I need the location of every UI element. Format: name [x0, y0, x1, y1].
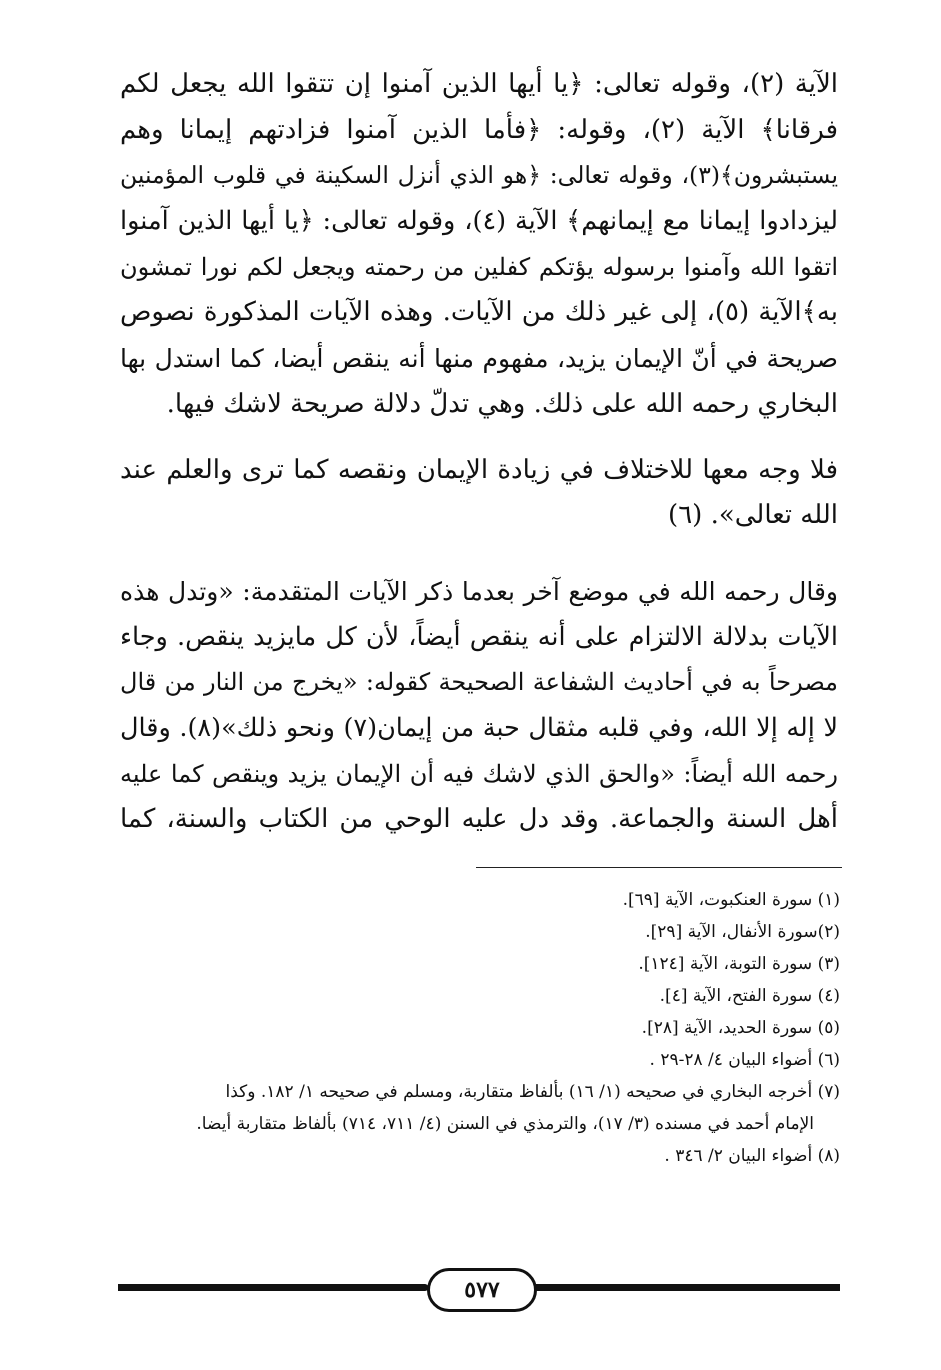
text-line: مصرحاً به في أحاديث الشفاعة الصحيحة كقوله: «يخرج من النار من قال	[120, 668, 838, 697]
text-line: صريحة في أنّ الإيمان يزيد، مفهوم منها أنه ينقص أيضا، كما استدل بها	[120, 344, 838, 374]
paragraph-3	[120, 569, 838, 843]
text-line: به﴾الآية (٥)، إلى غير ذلك من الآيات. وهذه الآيات المذكورة نصوص	[120, 297, 838, 328]
text-line: أهل السنة والجماعة. وقد دل عليه الوحي من الكتاب والسنة، كما	[120, 804, 838, 835]
footnote-2: (٢)سورة الأنفال، الآية [٢٩].	[645, 922, 840, 942]
text-line: البخاري رحمه الله على ذلك. وهي تدلّ دلالة صريحة لاشك فيها.	[166, 388, 838, 419]
paragraph-gap	[120, 428, 838, 448]
footnote-7-continued: الإمام أحمد في مسنده (٣/ ١٧)، والترمذي في السنن (٤/ ٧١١، ٧١٤) بألفاظ متقاربة أيضا.	[196, 1114, 814, 1134]
footnote-5: (٥) سورة الحديد، الآية [٢٨].	[641, 1018, 840, 1038]
footnote-8: (٨) أضواء البيان ٢/ ٣٤٦ .	[664, 1146, 840, 1166]
page-number: ٥٧٧	[427, 1268, 537, 1312]
footnote-1: (١) سورة العنكبوت، الآية [٦٩].	[622, 890, 840, 910]
footer-rule-right	[530, 1284, 840, 1291]
text-line: الآيات بدلالة الالتزام على أنه ينقص أيضاً، لأن كل مايزيد ينقص. وجاء	[120, 621, 838, 652]
footnote-divider	[476, 867, 842, 868]
footnote-3: (٣) سورة التوبة، الآية [١٢٤].	[638, 954, 840, 974]
text-line: وقال رحمه الله في موضع آخر بعدما ذكر الآيات المتقدمة: «وتدل هذه	[120, 576, 838, 606]
text-line: رحمه الله أيضاً: «والحق الذي لاشك فيه أن الإيمان يزيد وينقص كما عليه	[120, 759, 838, 788]
footnote-6: (٦) أضواء البيان ٤/ ٢٨-٢٩ .	[649, 1050, 840, 1070]
text-line: فلا وجه معها للاختلاف في زيادة الإيمان ونقصه كما ترى والعلم عند	[120, 454, 838, 485]
footnote-4: (٤) سورة الفتح، الآية [٤].	[659, 986, 840, 1006]
text-line: يستبشرون﴾(٣)، وقوله تعالى: ﴿هو الذي أنزل السكينة في قلوب المؤمنين	[120, 161, 838, 190]
footnotes	[118, 884, 840, 1172]
paragraph-1	[120, 62, 838, 428]
text-line: لا إله إلا الله، وفي قلبه مثقال حبة من إيمان(٧) ونحو ذلك»(٨). وقال	[120, 712, 838, 743]
paragraph-gap	[120, 539, 838, 569]
main-text	[120, 62, 838, 843]
footnote-7: (٧) أخرجه البخاري في صحيحه (١/ ١٦) بألفاظ متقاربة، ومسلم في صحيحه ١/ ١٨٢. وكذا	[225, 1082, 840, 1102]
paragraph-2	[120, 448, 838, 539]
page-footer	[118, 1260, 840, 1320]
text-line: اتقوا الله وآمنوا برسوله يؤتكم كفلين من رحمته ويجعل لكم نورا تمشون	[120, 252, 838, 281]
text-line: ليزدادوا إيمانا مع إيمانهم﴾ الآية (٤)، وقوله تعالى: ﴿يا أيها الذين آمنوا	[120, 206, 838, 237]
footer-rule-left	[118, 1284, 428, 1291]
text-line: الآية (٢)، وقوله تعالى: ﴿يا أيها الذين آمنوا إن تتقوا الله يجعل لكم	[120, 69, 838, 99]
text-line: الله تعالى». (٦)	[668, 500, 838, 531]
text-line: فرقانا﴾ الآية (٢)، وقوله: ﴿فأما الذين آمنوا فزادتهم إيمانا وهم	[120, 114, 838, 145]
